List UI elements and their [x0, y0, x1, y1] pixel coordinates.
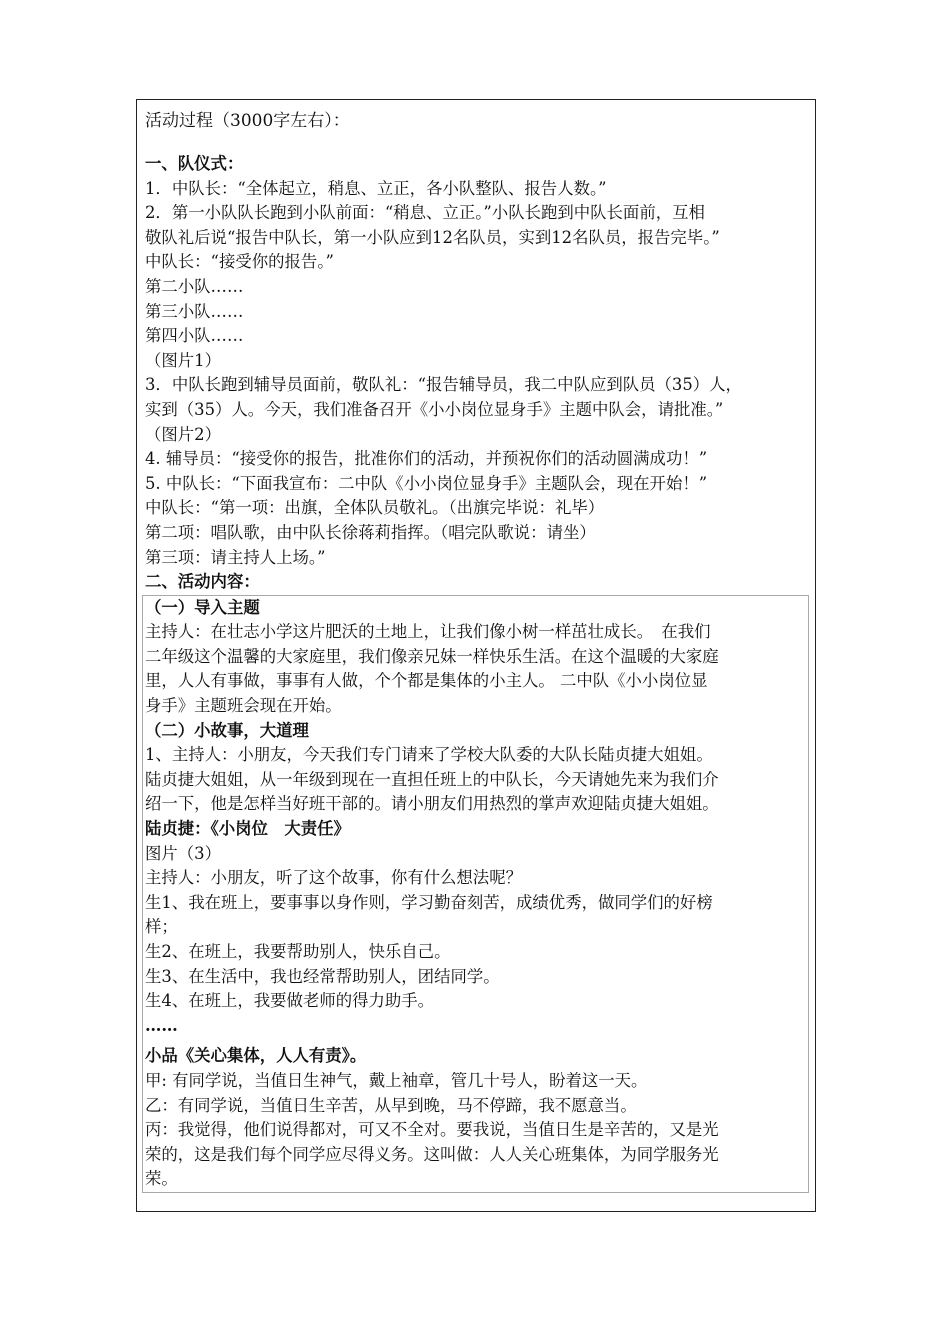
text-line: 甲: 有同学说，当值日生神气，戴上袖章，管几十号人，盼着这一天。	[145, 1070, 648, 1090]
page-title: 活动过程（3000字左右）：	[145, 111, 350, 131]
text-line: 4. 辅导员：“接受你的报告，批准你们的活动，并预祝你们的活动圆满成功！”	[145, 449, 708, 469]
text-line: （图片2）	[145, 424, 221, 444]
text-line: 陆贞捷大姐姐，从一年级到现在一直担任班上的中队长，今天请她先来为我们介	[145, 769, 719, 789]
document-content	[145, 108, 809, 1193]
text-line: 第三项：请主持人上场。”	[145, 547, 326, 567]
text-line: （图片1）	[145, 350, 221, 370]
text-line: 生2、在班上，我要帮助别人，快乐自己。	[145, 942, 451, 961]
text-line: 绍一下，他是怎样当好班干部的。请小朋友们用热烈的掌声欢迎陆贞捷大姐姐。	[145, 794, 719, 814]
text-line: 5. 中队长：“下面我宣布：二中队《小小岗位显身手》主题队会，现在开始！”	[145, 473, 708, 493]
story-intro-lines	[145, 743, 806, 817]
story-title: 陆贞捷：《小岗位 大责任》	[145, 819, 350, 839]
text-line: 实到（35）人。今天，我们准备召开《小小岗位显身手》主题中队会，请批准。”	[145, 399, 724, 419]
skit-title: 小品《关心集体，人人有责》。	[145, 1046, 367, 1066]
text-line: 第四小队……	[145, 326, 244, 346]
text-line: 第二项：唱队歌，由中队长徐蒋莉指挥。（唱完队歌说：请坐）	[145, 522, 596, 542]
skit-lines	[145, 1069, 806, 1192]
text-line: 1、主持人：小朋友，今天我们专门请来了学校大队委的大队长陆贞捷大姐姐。	[145, 745, 713, 765]
text-line: 样；	[145, 917, 178, 937]
text-line: 敬队礼后说“报告中队长，第一小队应到12名队员，实到12名队员，报告完毕。”	[145, 227, 720, 247]
text-line: 荣的，这是我们每个同学应尽得义务。这叫做：人人关心班集体，为同学服务光	[145, 1144, 719, 1164]
text-line: 中队长：“接受你的报告。”	[145, 252, 334, 272]
text-line: 中队长：“第一项：出旗，全体队员敬礼。（出旗完毕说：礼毕）	[145, 498, 605, 518]
text-line: 里，人人有事做，事事有人做，个个都是集体的小主人。 二中队《小小岗位显	[145, 671, 708, 691]
text-line: 身手》主题班会现在开始。	[145, 696, 342, 716]
section-heading-ceremony: 一、队仪式：	[145, 154, 244, 173]
ellipsis: ……	[145, 1015, 178, 1035]
text-line: 生4、在班上，我要做老师的得力助手。	[145, 991, 435, 1011]
text-line: 1．中队长：“全体起立，稍息、立正，各小队整队、报告人数。”	[145, 178, 607, 198]
text-line: 主持人：小朋友，听了这个故事，你有什么想法呢？	[145, 868, 522, 888]
text-line: 二年级这个温馨的大家庭里，我们像亲兄妹一样快乐生活。在这个温暖的大家庭	[145, 646, 719, 666]
text-line: 丙：我觉得，他们说得都对，可又不全对。要我说，当值日生是辛苦的，又是光	[145, 1120, 719, 1140]
text-line: 2．第一小队队长跑到小队前面：“稍息、立正。”小队长跑到中队长面前，互相	[145, 203, 705, 223]
activity-content-box	[142, 595, 809, 1193]
text-line: 乙：有同学说，当值日生辛苦，从早到晚，马不停蹄，我不愿意当。	[145, 1095, 637, 1115]
text-line: 荣。	[145, 1169, 178, 1189]
story-response-lines	[145, 842, 806, 1014]
subsection-heading-story: （二）小故事，大道理	[145, 720, 309, 740]
subsection-heading-intro: （一）导入主题	[145, 597, 260, 617]
text-line: 第二小队……	[145, 276, 244, 296]
text-line: 图片（3）	[145, 843, 221, 863]
text-line: 生1、我在班上，要事事以身作则，学习勤奋刻苦，成绩优秀，做同学们的好榜	[145, 892, 713, 912]
text-line: 生3、在生活中，我也经常帮助别人，团结同学。	[145, 966, 500, 986]
text-line: 主持人：在壮志小学这片肥沃的土地上，让我们像小树一样茁壮成长。 在我们	[145, 622, 711, 642]
intro-lines	[145, 620, 806, 718]
text-line: 3．中队长跑到辅导员面前，敬队礼：“报告辅导员，我二中队应到队员（35）人，	[145, 375, 742, 395]
text-line: 第三小队……	[145, 301, 244, 321]
section-heading-activity: 二、活动内容：	[145, 572, 260, 592]
ceremony-lines	[145, 177, 809, 571]
document-frame	[136, 99, 816, 1212]
